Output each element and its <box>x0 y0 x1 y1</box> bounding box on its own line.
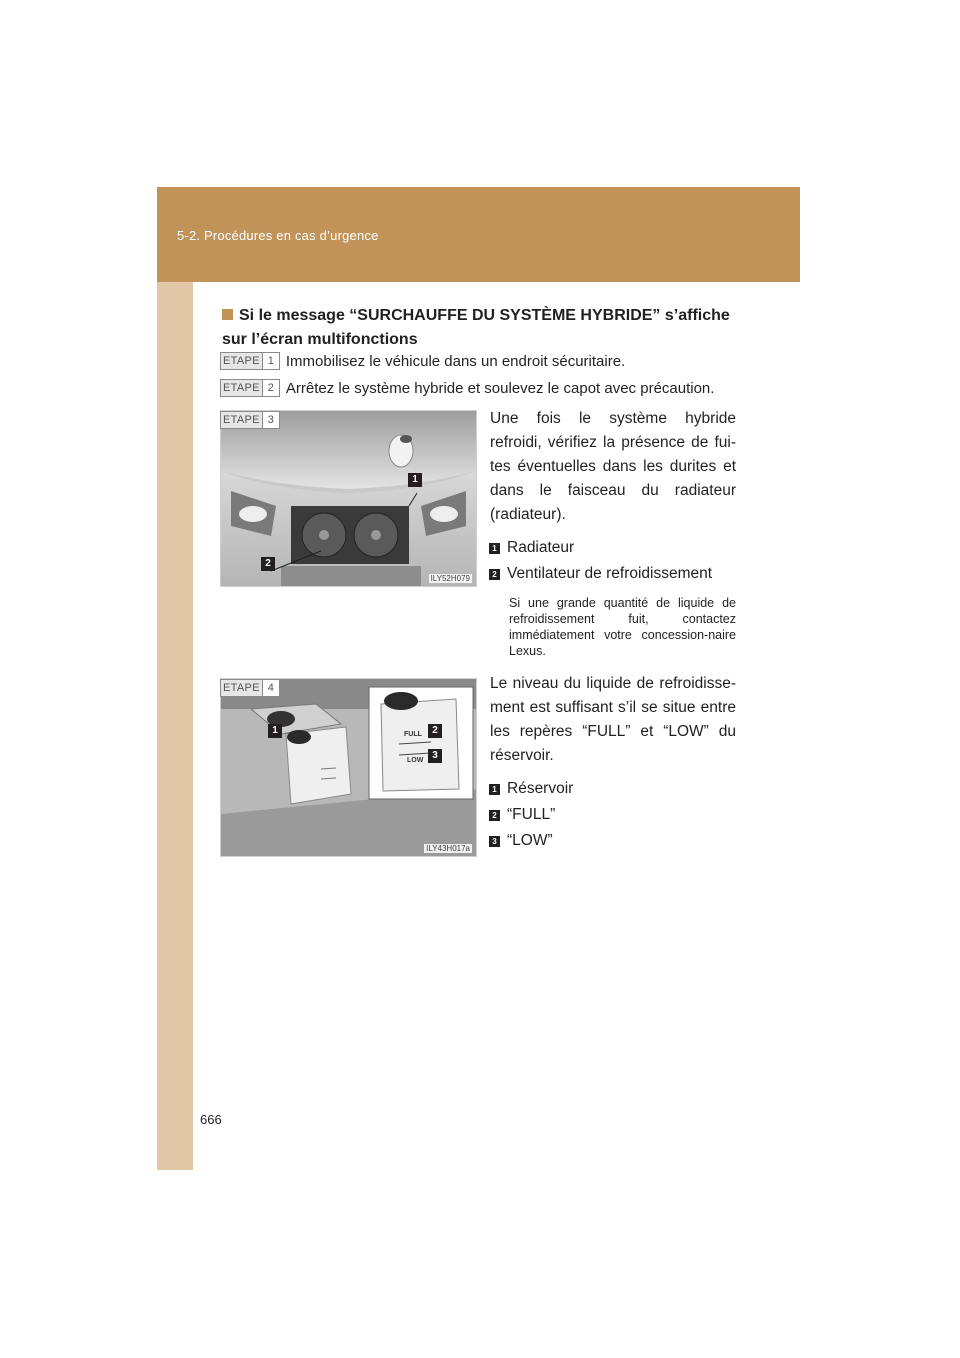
engine-bay-photo <box>220 410 477 587</box>
number-icon: 3 <box>489 836 500 847</box>
step4-description: Le niveau du liquide de refroidisse-ment est suffisant s’il se situe entre les repères “FULL” et “LOW” du réservoir. <box>490 675 736 764</box>
section-breadcrumb: 5-2. Procédures en cas d’urgence <box>177 228 379 243</box>
legend-item: 2 Ventilateur de refroidissement <box>490 561 736 587</box>
step-2 <box>220 378 714 398</box>
page-number: 666 <box>200 1112 222 1127</box>
section-title: Si le message “SURCHAUFFE DU SYSTÈME HYBRIDE” s’affiche sur l’écran multifonctions <box>222 307 730 348</box>
step3-description: Une fois le système hybride refroidi, vérifiez la présence de fui-tes éventuelles dans les durites et dans le faisceau du radiateur (radiateur). <box>490 410 736 523</box>
image-code: ILY43H017a <box>426 844 470 853</box>
reservoir-photo <box>220 678 477 857</box>
callout-3: 3 <box>428 749 442 763</box>
legend-item: 2 “FULL” <box>490 802 736 828</box>
step-1 <box>220 351 625 371</box>
low-mark: LOW <box>407 757 424 764</box>
step-text: Immobilisez le véhicule dans un endroit sécuritaire. <box>285 352 626 370</box>
step-badge: ETAPE 2 <box>220 379 280 397</box>
step4-text-column <box>490 672 736 854</box>
step-text: Arrêtez le système hybride et soulevez le capot avec précaution. <box>285 379 715 397</box>
step-badge: ETAPE 1 <box>220 352 280 370</box>
step-badge: ETAPE 4 <box>220 679 280 697</box>
step-3 <box>220 410 280 430</box>
step3-text-column <box>490 407 736 659</box>
legend-item: 1 Réservoir <box>490 776 736 802</box>
legend-item: 3 “LOW” <box>490 828 736 854</box>
full-mark: FULL <box>404 731 422 738</box>
reservoir-illustration <box>221 679 476 856</box>
image-code: ILY52H079 <box>430 574 470 583</box>
radiator-illustration <box>221 411 476 586</box>
callout-2: 2 <box>428 724 442 738</box>
legend-item: 1 Radiateur <box>490 535 736 561</box>
callout-1: 1 <box>408 473 422 487</box>
page-header <box>157 187 800 282</box>
callout-2: 2 <box>261 557 275 571</box>
number-icon: 2 <box>489 569 500 580</box>
step-4 <box>220 678 280 698</box>
number-icon: 1 <box>489 784 500 795</box>
caution-note: Si une grande quantité de liquide de refroidissement fuit, contactez immédiatement votre concession-naire Lexus. <box>509 596 736 658</box>
number-icon: 2 <box>489 810 500 821</box>
side-tab <box>157 187 193 1170</box>
callout-1: 1 <box>268 724 282 738</box>
number-icon: 1 <box>489 543 500 554</box>
step-badge: ETAPE 3 <box>220 411 280 429</box>
